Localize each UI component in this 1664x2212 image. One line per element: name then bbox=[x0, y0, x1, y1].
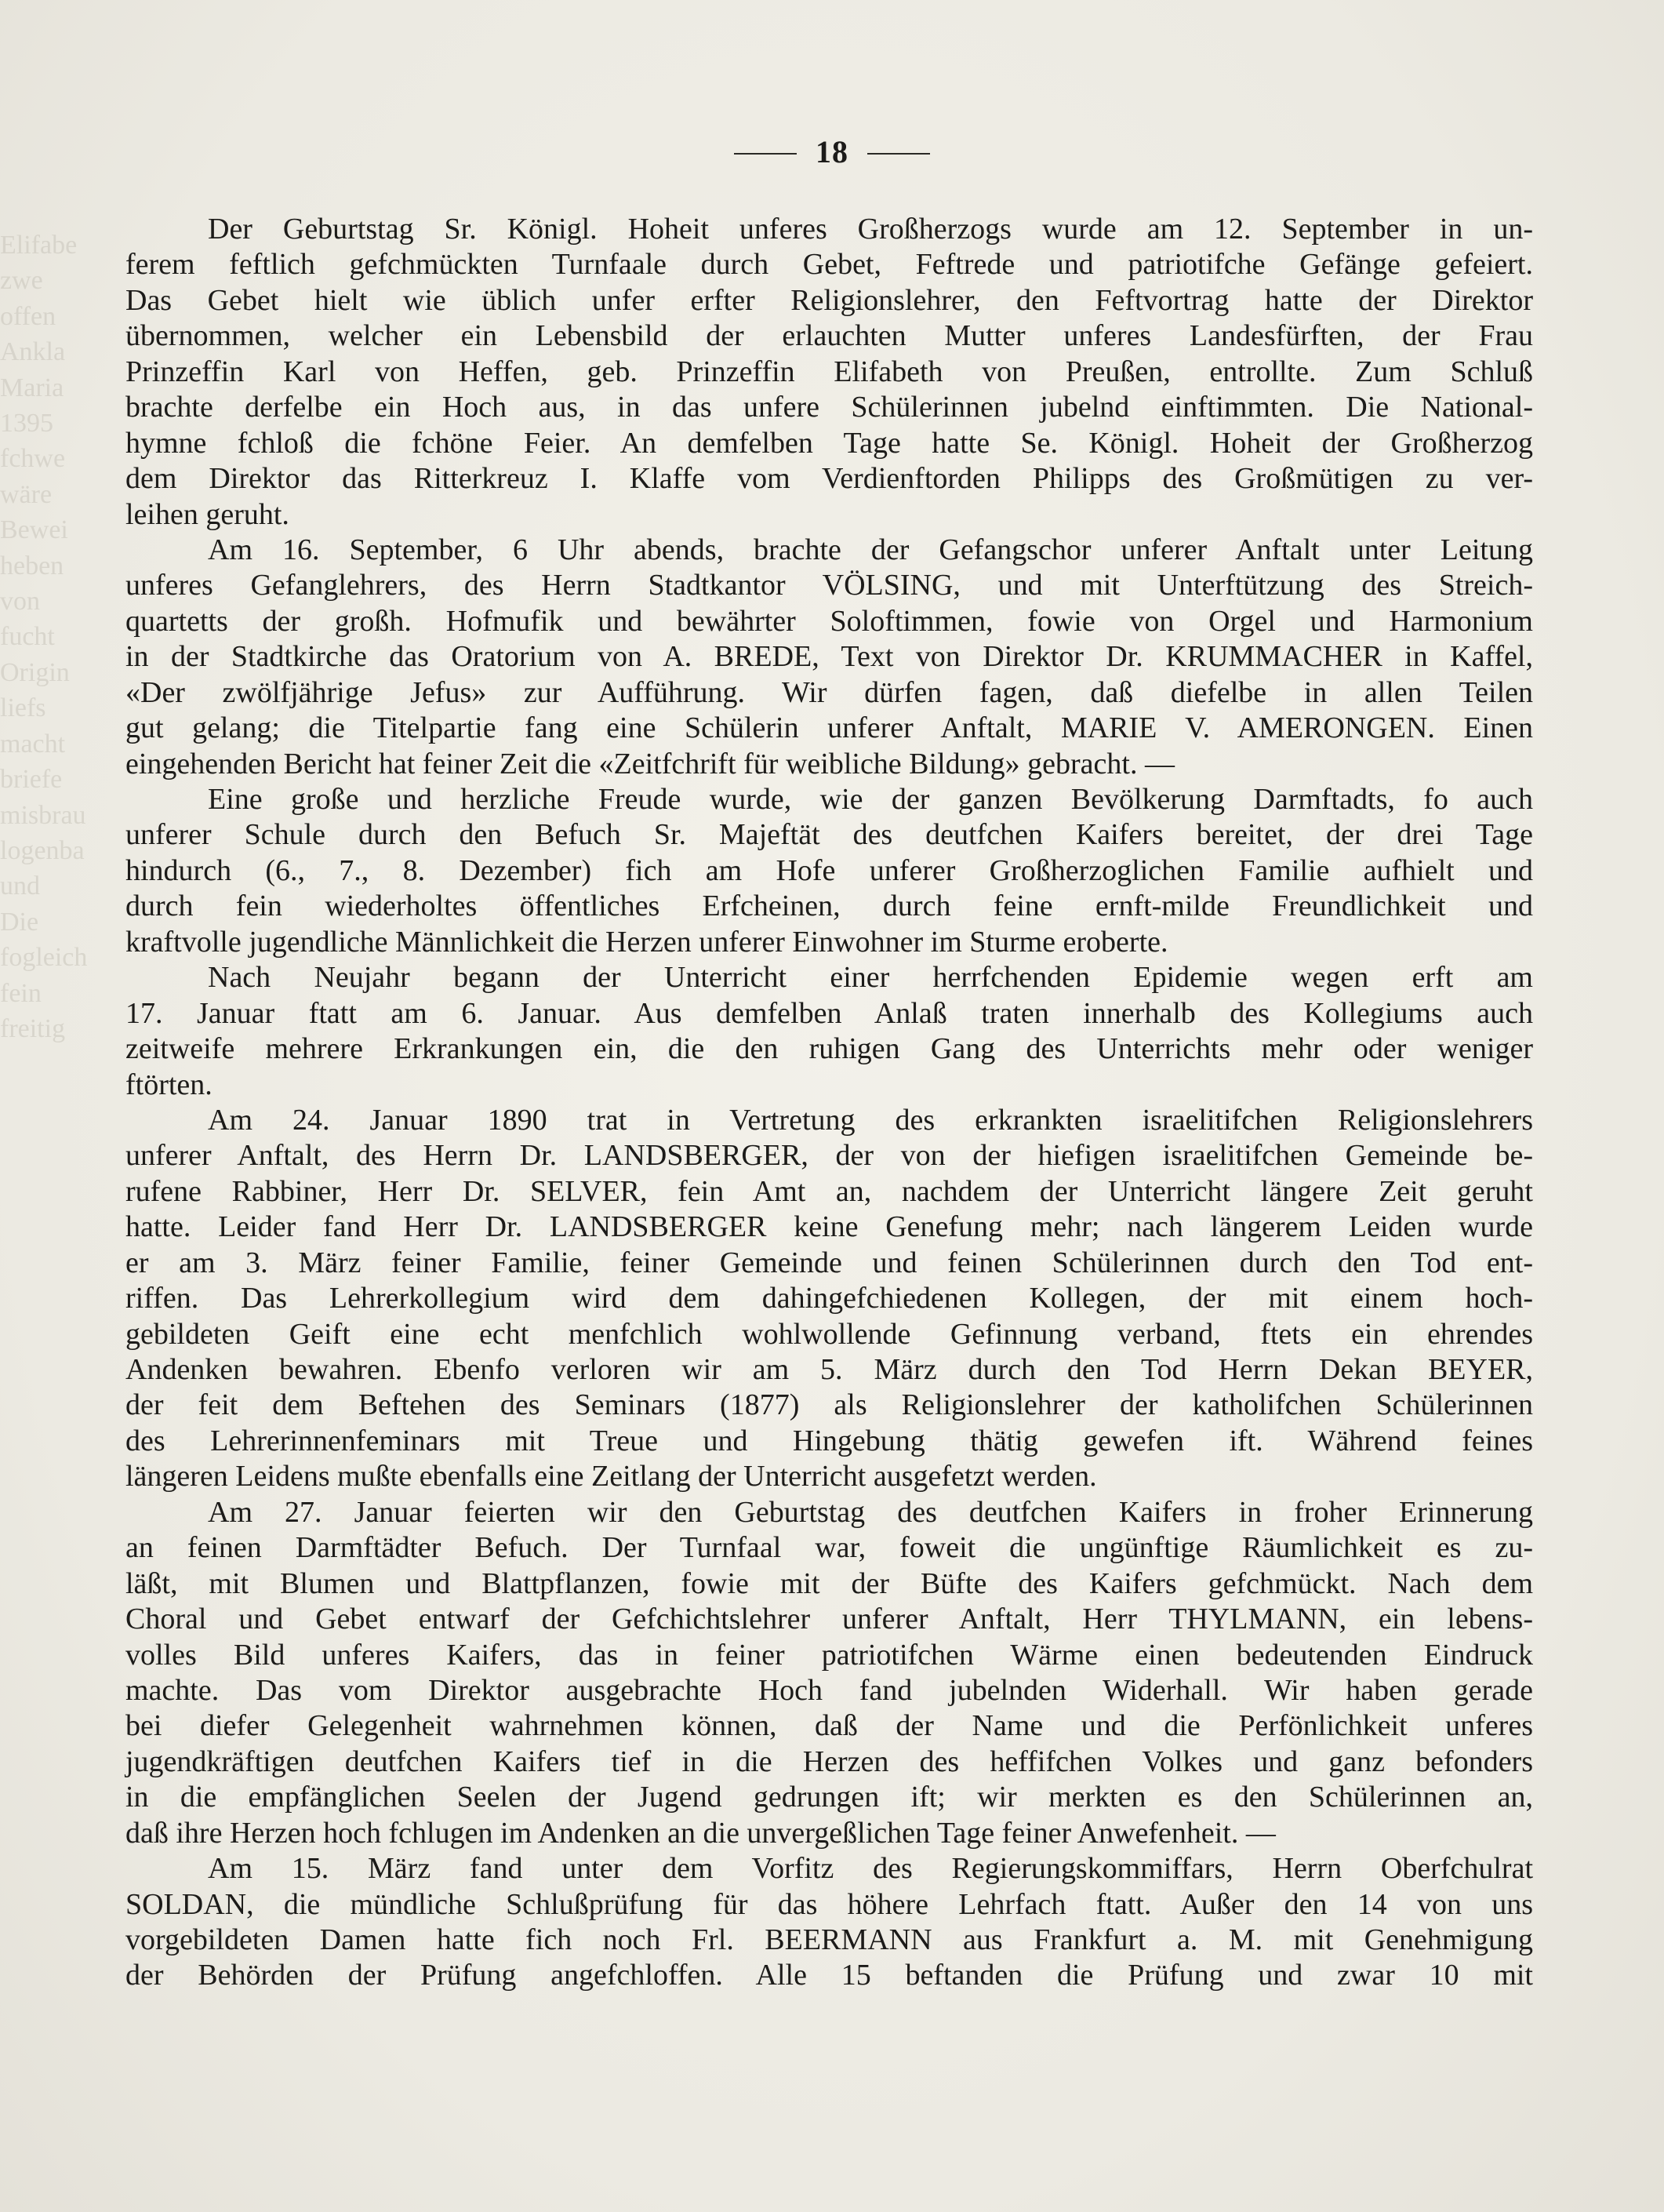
text-line: in die empfänglichen Seelen der Jugend gedrungen ift; wir merkten es den Schülerinnen an, bbox=[125, 1781, 1533, 1814]
bleed-fragment: briefe bbox=[0, 765, 63, 795]
bleed-fragment: Bewei bbox=[0, 515, 68, 545]
text-line: Am 16. September, 6 Uhr abends, brachte der Gefangschor unferer Anftalt unter Leitung bbox=[208, 533, 1533, 566]
text-line: Choral und Gebet entwarf der Gefchichtslehrer unferer Anftalt, Herr THYLMANN, ein lebens- bbox=[125, 1603, 1533, 1636]
bleed-fragment: zwe bbox=[0, 266, 43, 296]
text-line: in der Stadtkirche das Oratorium von A. BREDE, Text von Direktor Dr. KRUMMACHER in Kaffel, bbox=[125, 640, 1533, 674]
page-number bbox=[0, 133, 1664, 170]
text-line: vorgebildeten Damen hatte fich noch Frl. BEERMANN aus Frankfurt a. M. mit Genehmigung bbox=[125, 1923, 1533, 1956]
text-line: zeitweife mehrere Erkrankungen ein, die den ruhigen Gang des Unterrichts mehr oder weniger bbox=[125, 1032, 1533, 1066]
text-line: Am 24. Januar 1890 trat in Vertretung des erkrankten israelitifchen Religionslehrers bbox=[208, 1103, 1533, 1137]
bleed-fragment: liefs bbox=[0, 693, 46, 723]
text-line: riffen. Das Lehrerkollegium wird dem dahingefchiedenen Kollegen, der mit einem hoch- bbox=[125, 1282, 1533, 1315]
left-rule bbox=[734, 153, 797, 155]
text-line: Nach Neujahr begann der Unterricht einer herrfchenden Epidemie wegen erft am bbox=[208, 961, 1533, 995]
text-line: brachte derfelbe ein Hoch aus, in das unfere Schülerinnen jubelnd einftimmten. Die National- bbox=[125, 391, 1533, 424]
text-line: unferes Gefanglehrers, des Herrn Stadtkantor VÖLSING, und mit Unterftützung des Streich- bbox=[125, 569, 1533, 602]
text-line: Am 27. Januar feierten wir den Geburtstag des deutfchen Kaifers in froher Erinnerung bbox=[208, 1495, 1533, 1529]
text-line: hindurch (6., 7., 8. Dezember) fich am Hofe unferer Großherzoglichen Familie aufhielt und bbox=[125, 853, 1533, 887]
text-line: kraftvolle jugendliche Männlichkeit die Herzen unferer Einwohner im Sturme eroberte. bbox=[125, 925, 1168, 959]
text-line: 17. Januar ftatt am 6. Januar. Aus demfelben Anlaß traten innerhalb des Kollegiums auch bbox=[125, 996, 1533, 1030]
text-line: ferem feftlich gefchmückten Turnfaale durch Gebet, Feftrede und patriotifche Gefänge gefeiert. bbox=[125, 248, 1533, 282]
right-rule bbox=[867, 153, 930, 155]
text-line: Eine große und herzliche Freude wurde, wie der ganzen Bevölkerung Darmftadts, fo auch bbox=[208, 783, 1533, 816]
text-line: leihen geruht. bbox=[125, 497, 289, 531]
bleed-fragment: misbrau bbox=[0, 800, 86, 830]
text-line: hymne fchloß die fchöne Feier. An demfelben Tage hatte Se. Königl. Hoheit der Großherzog bbox=[125, 426, 1533, 460]
bleed-fragment: fein bbox=[0, 978, 42, 1008]
bleed-fragment: fogleich bbox=[0, 943, 88, 973]
text-line: eingehenden Bericht hat feiner Zeit die «Zeitfchrift für weibliche Bildung» gebracht. — bbox=[125, 747, 1175, 780]
bleed-fragment: Maria bbox=[0, 373, 64, 402]
text-line: dem Direktor das Ritterkreuz I. Klaffe vom Verdienftorden Philipps des Großmütigen zu ver- bbox=[125, 462, 1533, 496]
bleed-fragment: heben bbox=[0, 551, 64, 580]
bleed-fragment: Die bbox=[0, 907, 39, 937]
text-line: «Der zwölfjährige Jefus» zur Aufführung. Wir dürfen fagen, daß diefelbe in allen Teilen bbox=[125, 675, 1533, 709]
text-line: durch fein wiederholtes öffentliches Erfcheinen, durch feine ernft-milde Freundlichkeit und bbox=[125, 890, 1533, 923]
bleed-fragment: Origin bbox=[0, 657, 70, 687]
text-line: ftörten. bbox=[125, 1068, 213, 1101]
bleed-fragment: offen bbox=[0, 301, 56, 331]
body-text bbox=[125, 212, 1533, 1994]
bleed-fragment: Elifabe bbox=[0, 231, 78, 260]
text-line: hatte. Leider fand Herr Dr. LANDSBERGER keine Genefung mehr; nach längerem Leiden wurde bbox=[125, 1210, 1533, 1244]
text-line: quartetts der großh. Hofmufik und bewährter Soloftimmen, fowie von Orgel und Harmonium bbox=[125, 604, 1533, 638]
bleed-through-text bbox=[0, 227, 118, 1639]
bleed-fragment: macht bbox=[0, 729, 66, 759]
bleed-fragment: fucht bbox=[0, 622, 55, 652]
text-line: daß ihre Herzen hoch fchlugen im Andenken an die unvergeßlichen Tage feiner Anwefenheit. — bbox=[125, 1816, 1276, 1850]
page-number-value: 18 bbox=[816, 134, 848, 169]
text-line: Andenken bewahren. Ebenfo verloren wir am 5. März durch den Tod Herrn Dekan BEYER, bbox=[125, 1353, 1533, 1386]
text-line: Am 15. März fand unter dem Vorfitz des Regierungskommiffars, Herrn Oberfchulrat bbox=[208, 1852, 1533, 1886]
text-line: volles Bild unferes Kaifers, das in feiner patriotifchen Wärme einen bedeutenden Eindruck bbox=[125, 1638, 1533, 1672]
text-line: gebildeten Geift eine echt menfchlich wohlwollende Gefinnung verband, ftets ein ehrendes bbox=[125, 1317, 1533, 1351]
text-line: übernommen, welcher ein Lebensbild der erlauchten Mutter unferes Landesfürften, der Frau bbox=[125, 319, 1533, 353]
text-line: gut gelang; die Titelpartie fang eine Schülerin unferer Anftalt, MARIE V. AMERONGEN. Einen bbox=[125, 711, 1533, 745]
text-line: unferer Anftalt, des Herrn Dr. LANDSBERGER, der von der hiefigen israelitifchen Gemeinde be- bbox=[125, 1139, 1533, 1173]
text-line: machte. Das vom Direktor ausgebrachte Hoch fand jubelnden Widerhall. Wir haben gerade bbox=[125, 1673, 1533, 1707]
text-line: SOLDAN, die mündliche Schlußprüfung für das höhere Lehrfach ftatt. Außer den 14 von uns bbox=[125, 1887, 1533, 1921]
text-line: Prinzeffin Karl von Heffen, geb. Prinzeffin Elifabeth von Preußen, entrollte. Zum Schluß bbox=[125, 355, 1533, 388]
bleed-fragment: fchwe bbox=[0, 444, 66, 474]
text-line: unferer Schule durch den Befuch Sr. Majeftät des deutfchen Kaifers bereitet, der drei Tage bbox=[125, 818, 1533, 852]
text-line: er am 3. März feiner Familie, feiner Gemeinde und feinen Schülerinnen durch den Tod ent- bbox=[125, 1246, 1533, 1279]
text-line: jugendkräftigen deutfchen Kaifers tief in die Herzen des heffifchen Volkes und ganz befonders bbox=[125, 1744, 1533, 1778]
bleed-fragment: logenba bbox=[0, 835, 85, 865]
text-line: bei diefer Gelegenheit wahrnehmen können, daß der Name und die Perfönlichkeit unferes bbox=[125, 1709, 1533, 1743]
bleed-fragment: von bbox=[0, 587, 40, 617]
text-line: der feit dem Beftehen des Seminars (1877) als Religionslehrer der katholifchen Schülerinnen bbox=[125, 1388, 1533, 1422]
text-line: läßt, mit Blumen und Blattpflanzen, fowie mit der Büfte des Kaifers gefchmückt. Nach dem bbox=[125, 1566, 1533, 1600]
text-line: der Behörden der Prüfung angefchloffen. Alle 15 beftanden die Prüfung und zwar 10 mit bbox=[125, 1959, 1533, 1992]
text-line: des Lehrerinnenfeminars mit Treue und Hingebung thätig gewefen ift. Während feines bbox=[125, 1424, 1533, 1457]
text-line: an feinen Darmftädter Befuch. Der Turnfaal war, foweit die ungünftige Räumlichkeit es zu- bbox=[125, 1531, 1533, 1565]
bleed-fragment: wäre bbox=[0, 479, 53, 509]
bleed-fragment: 1395 bbox=[0, 409, 53, 438]
text-line: Der Geburtstag Sr. Königl. Hoheit unferes Großherzogs wurde am 12. September in un- bbox=[208, 213, 1533, 246]
bleed-fragment: freitig bbox=[0, 1013, 66, 1043]
text-line: längeren Leidens mußte ebenfalls eine Zeitlang der Unterricht ausgefetzt werden. bbox=[125, 1460, 1097, 1493]
bleed-fragment: und bbox=[0, 871, 40, 901]
bleed-fragment: Ankla bbox=[0, 337, 66, 367]
text-line: rufene Rabbiner, Herr Dr. SELVER, fein Amt an, nachdem der Unterricht längere Zeit geruht bbox=[125, 1174, 1533, 1208]
text-line: Das Gebet hielt wie üblich unfer erfter Religionslehrer, den Feftvortrag hatte der Direktor bbox=[125, 283, 1533, 317]
